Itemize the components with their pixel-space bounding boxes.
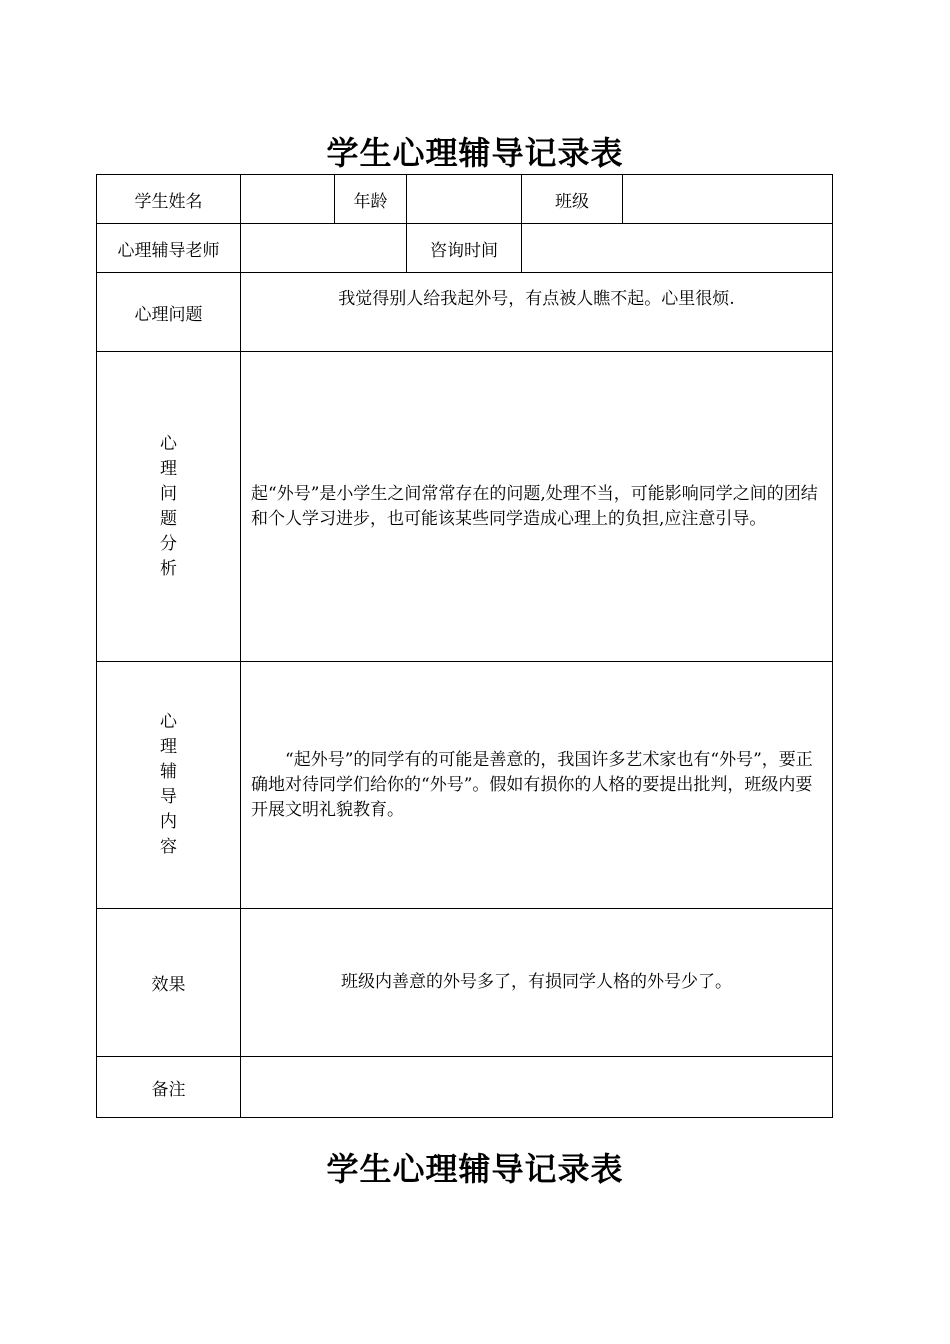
guidance-label-char: 内 xyxy=(160,812,177,832)
teacher-label: 心理辅导老师 xyxy=(97,224,241,273)
guidance-label-char: 导 xyxy=(160,787,177,807)
analysis-label-char: 问 xyxy=(160,483,177,504)
guidance-label-char: 容 xyxy=(160,837,177,857)
guidance-label-char: 理 xyxy=(160,737,177,757)
table-row xyxy=(97,224,833,273)
consult-time-label: 咨询时间 xyxy=(407,224,522,273)
guidance-text: “起外号”的同学有的可能是善意的，我国许多艺术家也有“外号”，要正确地对待同学们给你的“外号”。假如有损你的人格的要提出批判，班级内要开展文明礼貌教育。 xyxy=(241,662,833,909)
guidance-label xyxy=(97,662,241,909)
table-row xyxy=(97,662,833,909)
student-name-label: 学生姓名 xyxy=(97,175,241,224)
guidance-label-char: 辅 xyxy=(160,762,177,782)
page-title: 学生心理辅导记录表 xyxy=(326,134,624,172)
effect-label: 效果 xyxy=(97,909,241,1057)
problem-label: 心理问题 xyxy=(97,273,241,352)
age-field[interactable] xyxy=(407,175,522,224)
consult-time-field[interactable] xyxy=(522,224,833,273)
class-field[interactable] xyxy=(623,175,833,224)
analysis-label-char: 心 xyxy=(160,433,177,454)
remarks-field[interactable] xyxy=(241,1057,833,1118)
analysis-label-char: 题 xyxy=(160,508,177,529)
table-row xyxy=(97,175,833,224)
effect-text: 班级内善意的外号多了，有损同学人格的外号少了。 xyxy=(241,909,833,1057)
page-title-repeat: 学生心理辅导记录表 xyxy=(326,1150,624,1188)
analysis-label-char: 析 xyxy=(160,558,177,579)
counseling-record-table xyxy=(96,174,833,1118)
table-row xyxy=(97,909,833,1057)
analysis-label xyxy=(97,352,241,662)
table-row xyxy=(97,273,833,352)
teacher-field[interactable] xyxy=(241,224,407,273)
table-row xyxy=(97,352,833,662)
student-name-field[interactable] xyxy=(241,175,335,224)
remarks-label: 备注 xyxy=(97,1057,241,1118)
guidance-label-char: 心 xyxy=(160,712,177,732)
analysis-label-char: 分 xyxy=(160,533,177,554)
table-row xyxy=(97,1057,833,1118)
age-label: 年龄 xyxy=(335,175,407,224)
analysis-text: 起“外号”是小学生之间常常存在的问题,处理不当，可能影响同学之间的团结和个人学习进步，也可能该某些同学造成心理上的负担,应注意引导。 xyxy=(241,352,833,662)
class-label: 班级 xyxy=(522,175,623,224)
problem-text: 我觉得别人给我起外号，有点被人瞧不起。心里很烦. xyxy=(241,273,833,352)
analysis-label-char: 理 xyxy=(160,458,177,479)
